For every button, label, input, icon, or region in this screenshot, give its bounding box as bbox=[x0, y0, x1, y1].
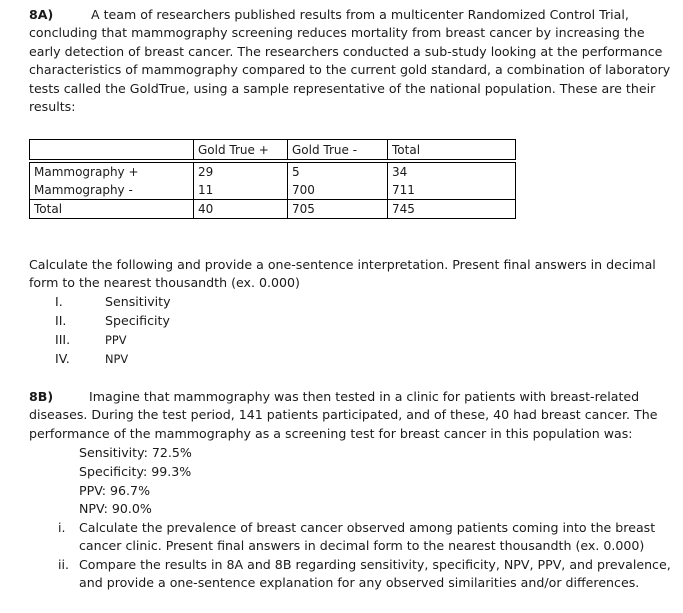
question-8b-label: 8B) bbox=[29, 389, 54, 404]
question-8a-label: 8A) bbox=[29, 7, 54, 22]
question-8a-paragraph bbox=[29, 6, 674, 116]
list-label: NPV bbox=[105, 352, 129, 366]
table-cell: 705 bbox=[288, 200, 388, 219]
table-header-row bbox=[30, 140, 516, 160]
list-label: PPV bbox=[105, 333, 127, 347]
table-header-cell: Total bbox=[388, 140, 516, 160]
stat-line: PPV: 96.7% bbox=[79, 483, 151, 498]
stat-line: Specificity: 99.3% bbox=[79, 464, 192, 479]
instruction-8a: Calculate the following and provide a one-sentence interpretation. Present final answers in decimal form to the nearest thousandth (ex. 0.000) bbox=[29, 257, 656, 291]
table-header-cell: Gold True + bbox=[194, 140, 288, 160]
sub-question-text: Compare the results in 8A and 8B regarding sensitivity, specificity, NPV, PPV, and prevalence, and provide a one-sentence explanation for any observed similarities and/or differences. bbox=[79, 557, 671, 591]
table-cell: Mammography + bbox=[30, 163, 194, 182]
table-cell: 711 bbox=[388, 181, 516, 200]
list-numeral: III. bbox=[55, 332, 71, 347]
table-cell: Mammography - bbox=[30, 181, 194, 200]
sub-question-numeral: ii. bbox=[58, 557, 70, 572]
table-cell: 11 bbox=[194, 181, 288, 200]
list-numeral: II. bbox=[55, 313, 67, 328]
sub-question bbox=[58, 556, 678, 593]
stat-line: Sensitivity: 72.5% bbox=[79, 445, 192, 460]
table-cell: 29 bbox=[194, 163, 288, 182]
table-row bbox=[30, 163, 516, 182]
sub-question-text: Calculate the prevalence of breast cancer observed among patients coming into the breast cancer clinic. Present final answers in decimal form to the nearest thousandth (ex. 0.000) bbox=[79, 520, 656, 554]
table-cell: 745 bbox=[388, 200, 516, 219]
table-cell: 700 bbox=[288, 181, 388, 200]
stat-line: NPV: 90.0% bbox=[79, 501, 152, 516]
table-row bbox=[30, 181, 516, 200]
question-8b-text: Imagine that mammography was then tested in a clinic for patients with breast-related diseases. During the test period, 141 patients participated, and of these, 40 had breast cancer. The performance of the mammography as a screening test for breast cancer in this population was: bbox=[29, 389, 658, 441]
table-header-cell: Gold True - bbox=[288, 140, 388, 160]
table-header-cell bbox=[30, 140, 194, 160]
list-numeral: IV. bbox=[55, 351, 70, 366]
sub-question bbox=[58, 519, 678, 556]
list-numeral: I. bbox=[55, 294, 63, 309]
table-cell: Total bbox=[30, 200, 194, 219]
table-cell: 5 bbox=[288, 163, 388, 182]
results-table bbox=[29, 139, 516, 219]
sub-question-numeral: i. bbox=[58, 520, 66, 535]
list-label: Specificity bbox=[105, 313, 170, 328]
table-cell: 34 bbox=[388, 163, 516, 182]
question-8b-paragraph bbox=[29, 388, 674, 443]
question-8a-text: A team of researchers published results from a multicenter Randomized Control Trial, concluding that mammography screening reduces mortality from breast cancer by increasing the early detection of breast cancer. The researchers conducted a sub-study looking at the performance characteristics of mammography compared to the current gold standard, a combination of laboratory tests called the GoldTrue, using a sample representative of the national population. These are their results: bbox=[29, 7, 671, 115]
list-label: Sensitivity bbox=[105, 294, 171, 309]
table-cell: 40 bbox=[194, 200, 288, 219]
table-row bbox=[30, 200, 516, 219]
